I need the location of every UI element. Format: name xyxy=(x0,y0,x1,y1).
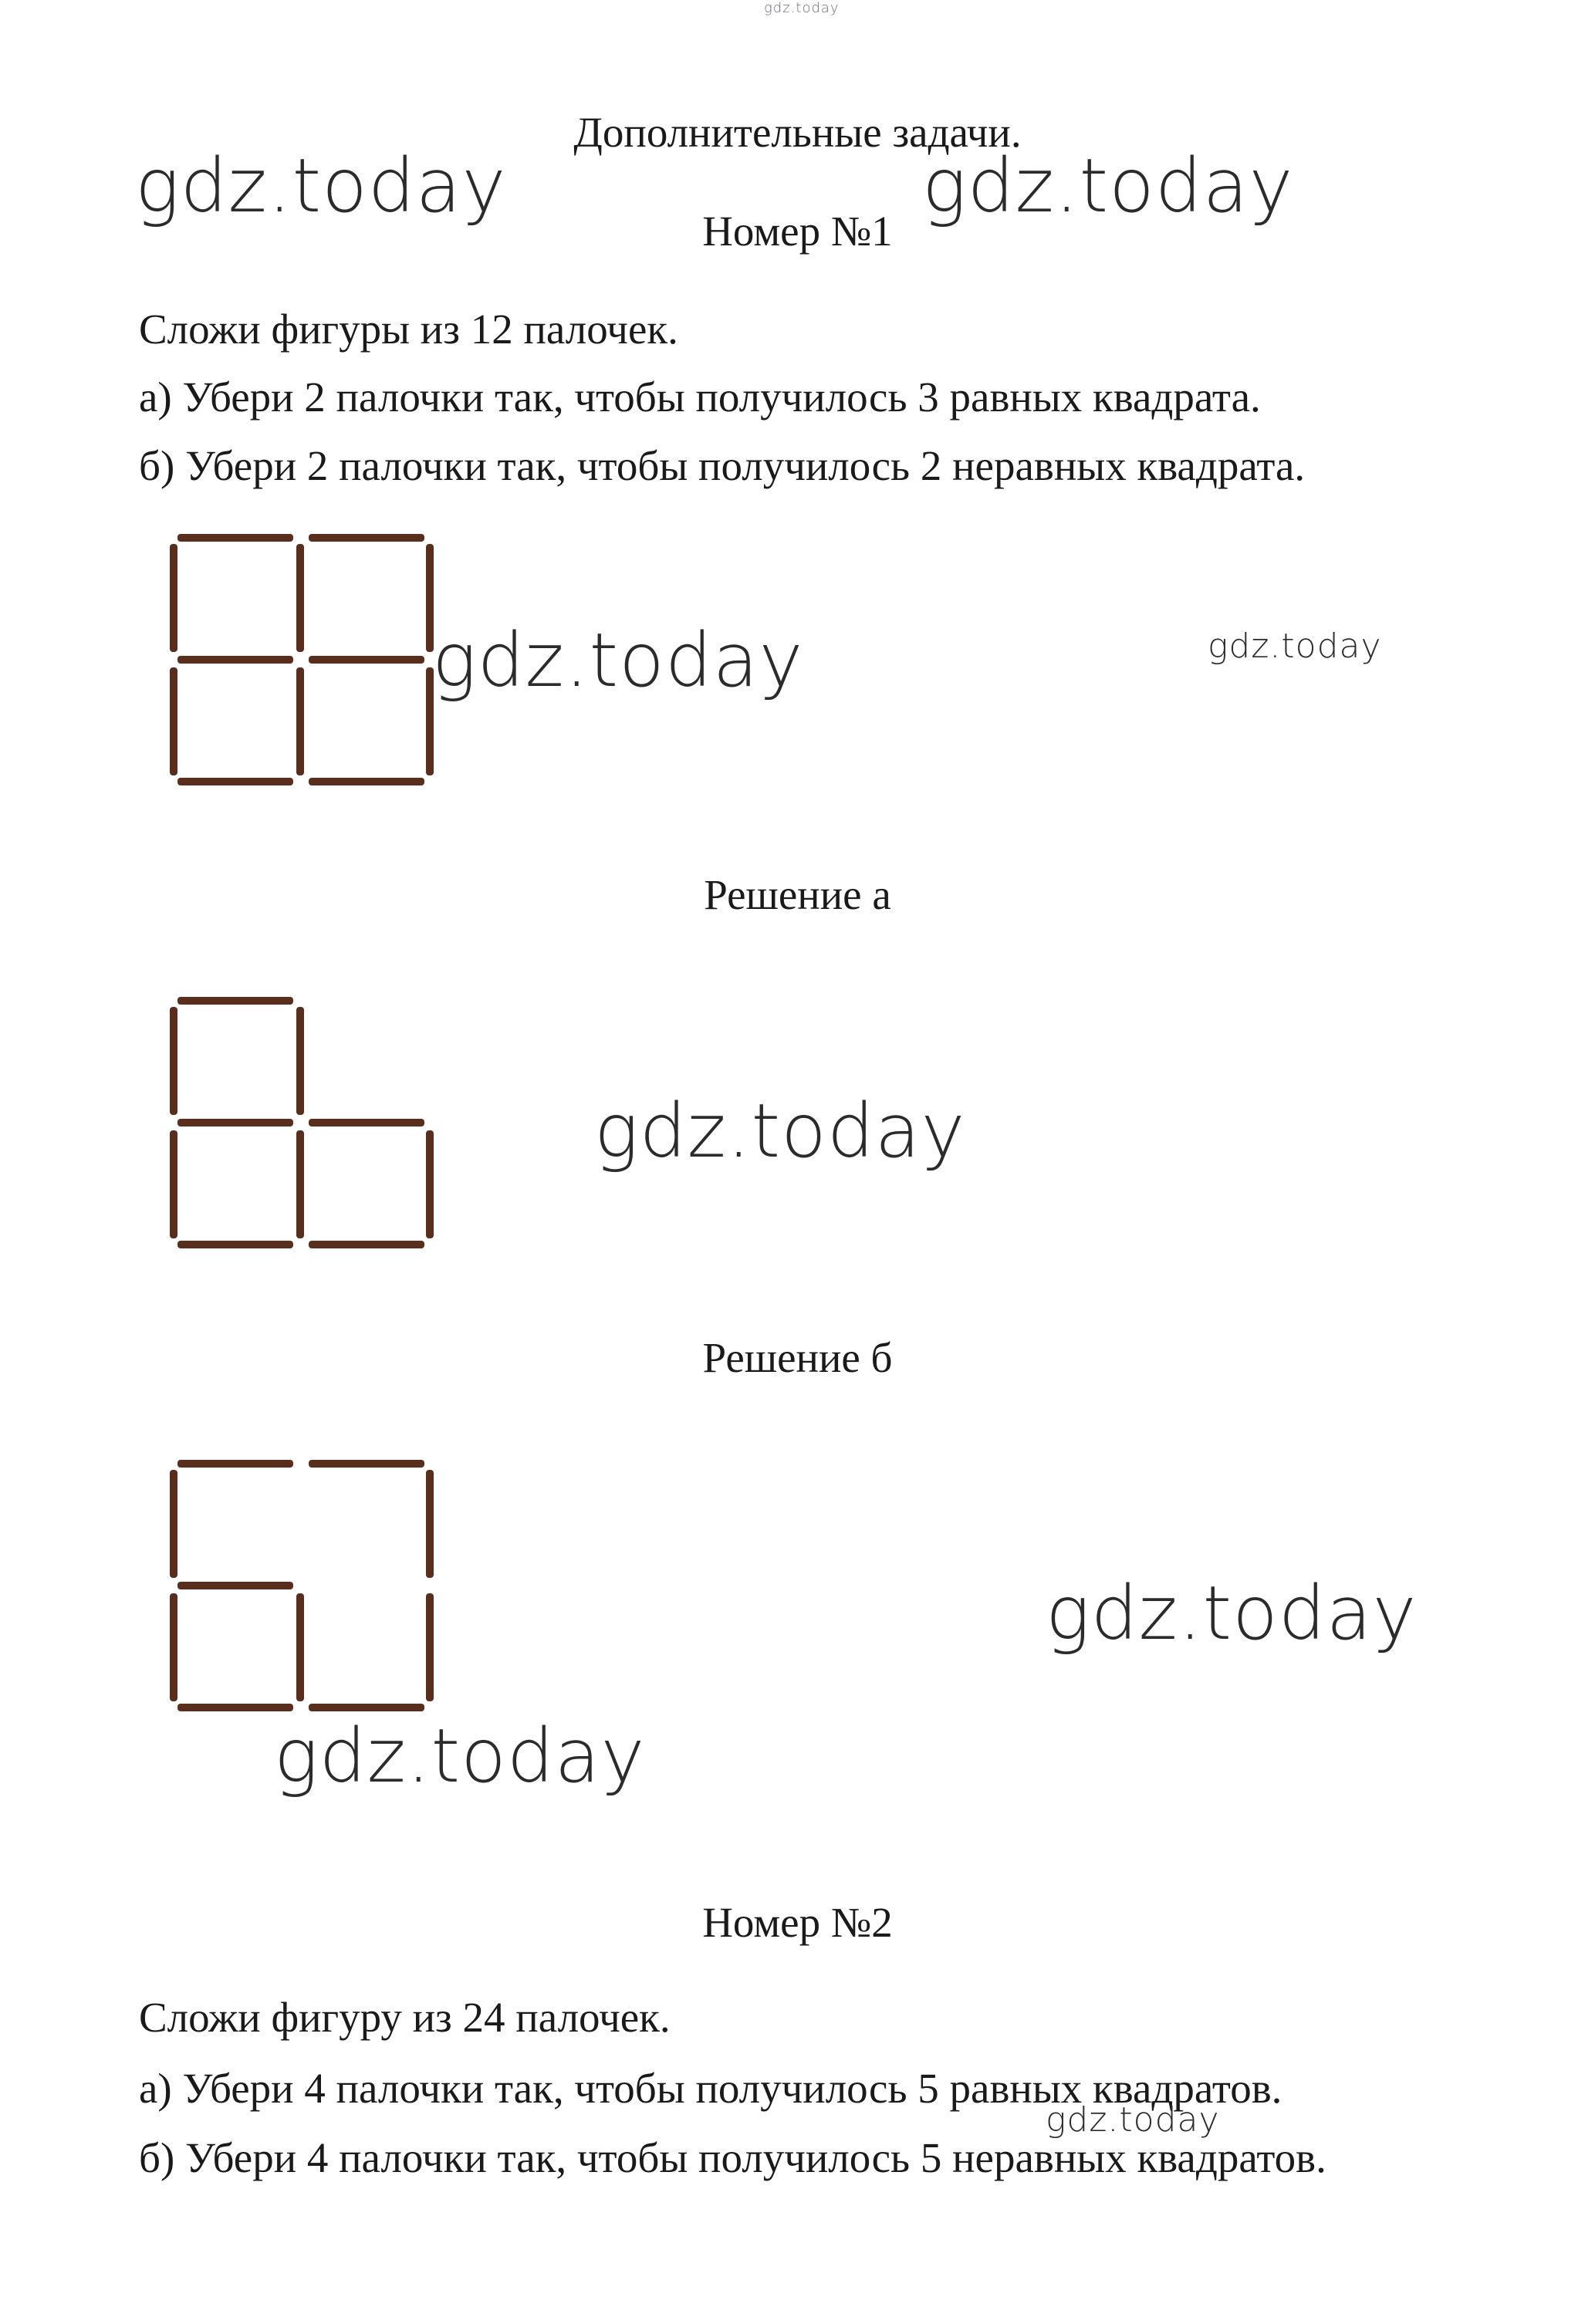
stick xyxy=(170,1130,177,1238)
stick xyxy=(296,1593,304,1701)
stick xyxy=(170,1470,177,1578)
problem1-number: Номер №1 xyxy=(702,208,893,255)
stick xyxy=(177,1582,293,1589)
stick xyxy=(309,1241,424,1248)
problem2-number: Номер №2 xyxy=(702,1899,893,1946)
stick xyxy=(177,1119,293,1127)
stick xyxy=(177,534,293,542)
problem2-task: Сложи фигуру из 24 палочек. xyxy=(139,1994,671,2041)
header-watermark: gdz.today xyxy=(764,0,840,16)
stick xyxy=(309,778,424,785)
watermark: gdz.today xyxy=(135,143,507,229)
stick xyxy=(296,544,304,652)
watermark: gdz.today xyxy=(432,617,804,704)
stick xyxy=(177,1241,293,1248)
stick xyxy=(309,656,424,664)
solution-a-title: Решение а xyxy=(704,871,891,918)
figure-12-sticks xyxy=(154,517,463,810)
stick xyxy=(177,1704,293,1711)
figure-solution-b xyxy=(154,1443,463,1736)
problem1-part-b: б) Убери 2 палочки так, чтобы получилось 2 неравных квадрата. xyxy=(139,442,1306,489)
stick xyxy=(170,544,177,652)
watermark: gdz.today xyxy=(594,1088,966,1174)
watermark: gdz.today xyxy=(1046,1570,1418,1657)
stick xyxy=(177,1460,293,1468)
stick xyxy=(426,1470,434,1578)
stick xyxy=(177,778,293,785)
stick xyxy=(309,1460,424,1468)
stick xyxy=(296,1007,304,1115)
stick xyxy=(170,1593,177,1701)
watermark: gdz.today xyxy=(922,143,1294,229)
watermark: gdz.today xyxy=(1208,627,1382,666)
problem2-part-a: а) Убери 4 палочки так, чтобы получилось 5 равных квадратов. xyxy=(139,2065,1282,2112)
stick xyxy=(309,1704,424,1711)
stick xyxy=(309,534,424,542)
stick xyxy=(296,667,304,775)
figure-solution-a xyxy=(154,980,463,1273)
problem1-part-a: а) Убери 2 палочки так, чтобы получилось 3 равных квадрата. xyxy=(139,373,1261,421)
stick xyxy=(170,1007,177,1115)
stick xyxy=(296,1130,304,1238)
stick xyxy=(177,656,293,664)
solution-b-title: Решение б xyxy=(702,1334,893,1381)
stick xyxy=(177,997,293,1005)
stick xyxy=(309,1119,424,1127)
stick xyxy=(426,1593,434,1701)
stick xyxy=(170,667,177,775)
watermark: gdz.today xyxy=(1046,2100,1220,2140)
stick xyxy=(426,1130,434,1238)
problem1-task: Сложи фигуры из 12 палочек. xyxy=(139,306,678,353)
problem2-part-b: б) Убери 4 палочки так, чтобы получилось 5 неравных квадратов. xyxy=(139,2134,1326,2181)
watermark: gdz.today xyxy=(274,1713,646,1799)
section-title: Дополнительные задачи. xyxy=(573,109,1022,156)
